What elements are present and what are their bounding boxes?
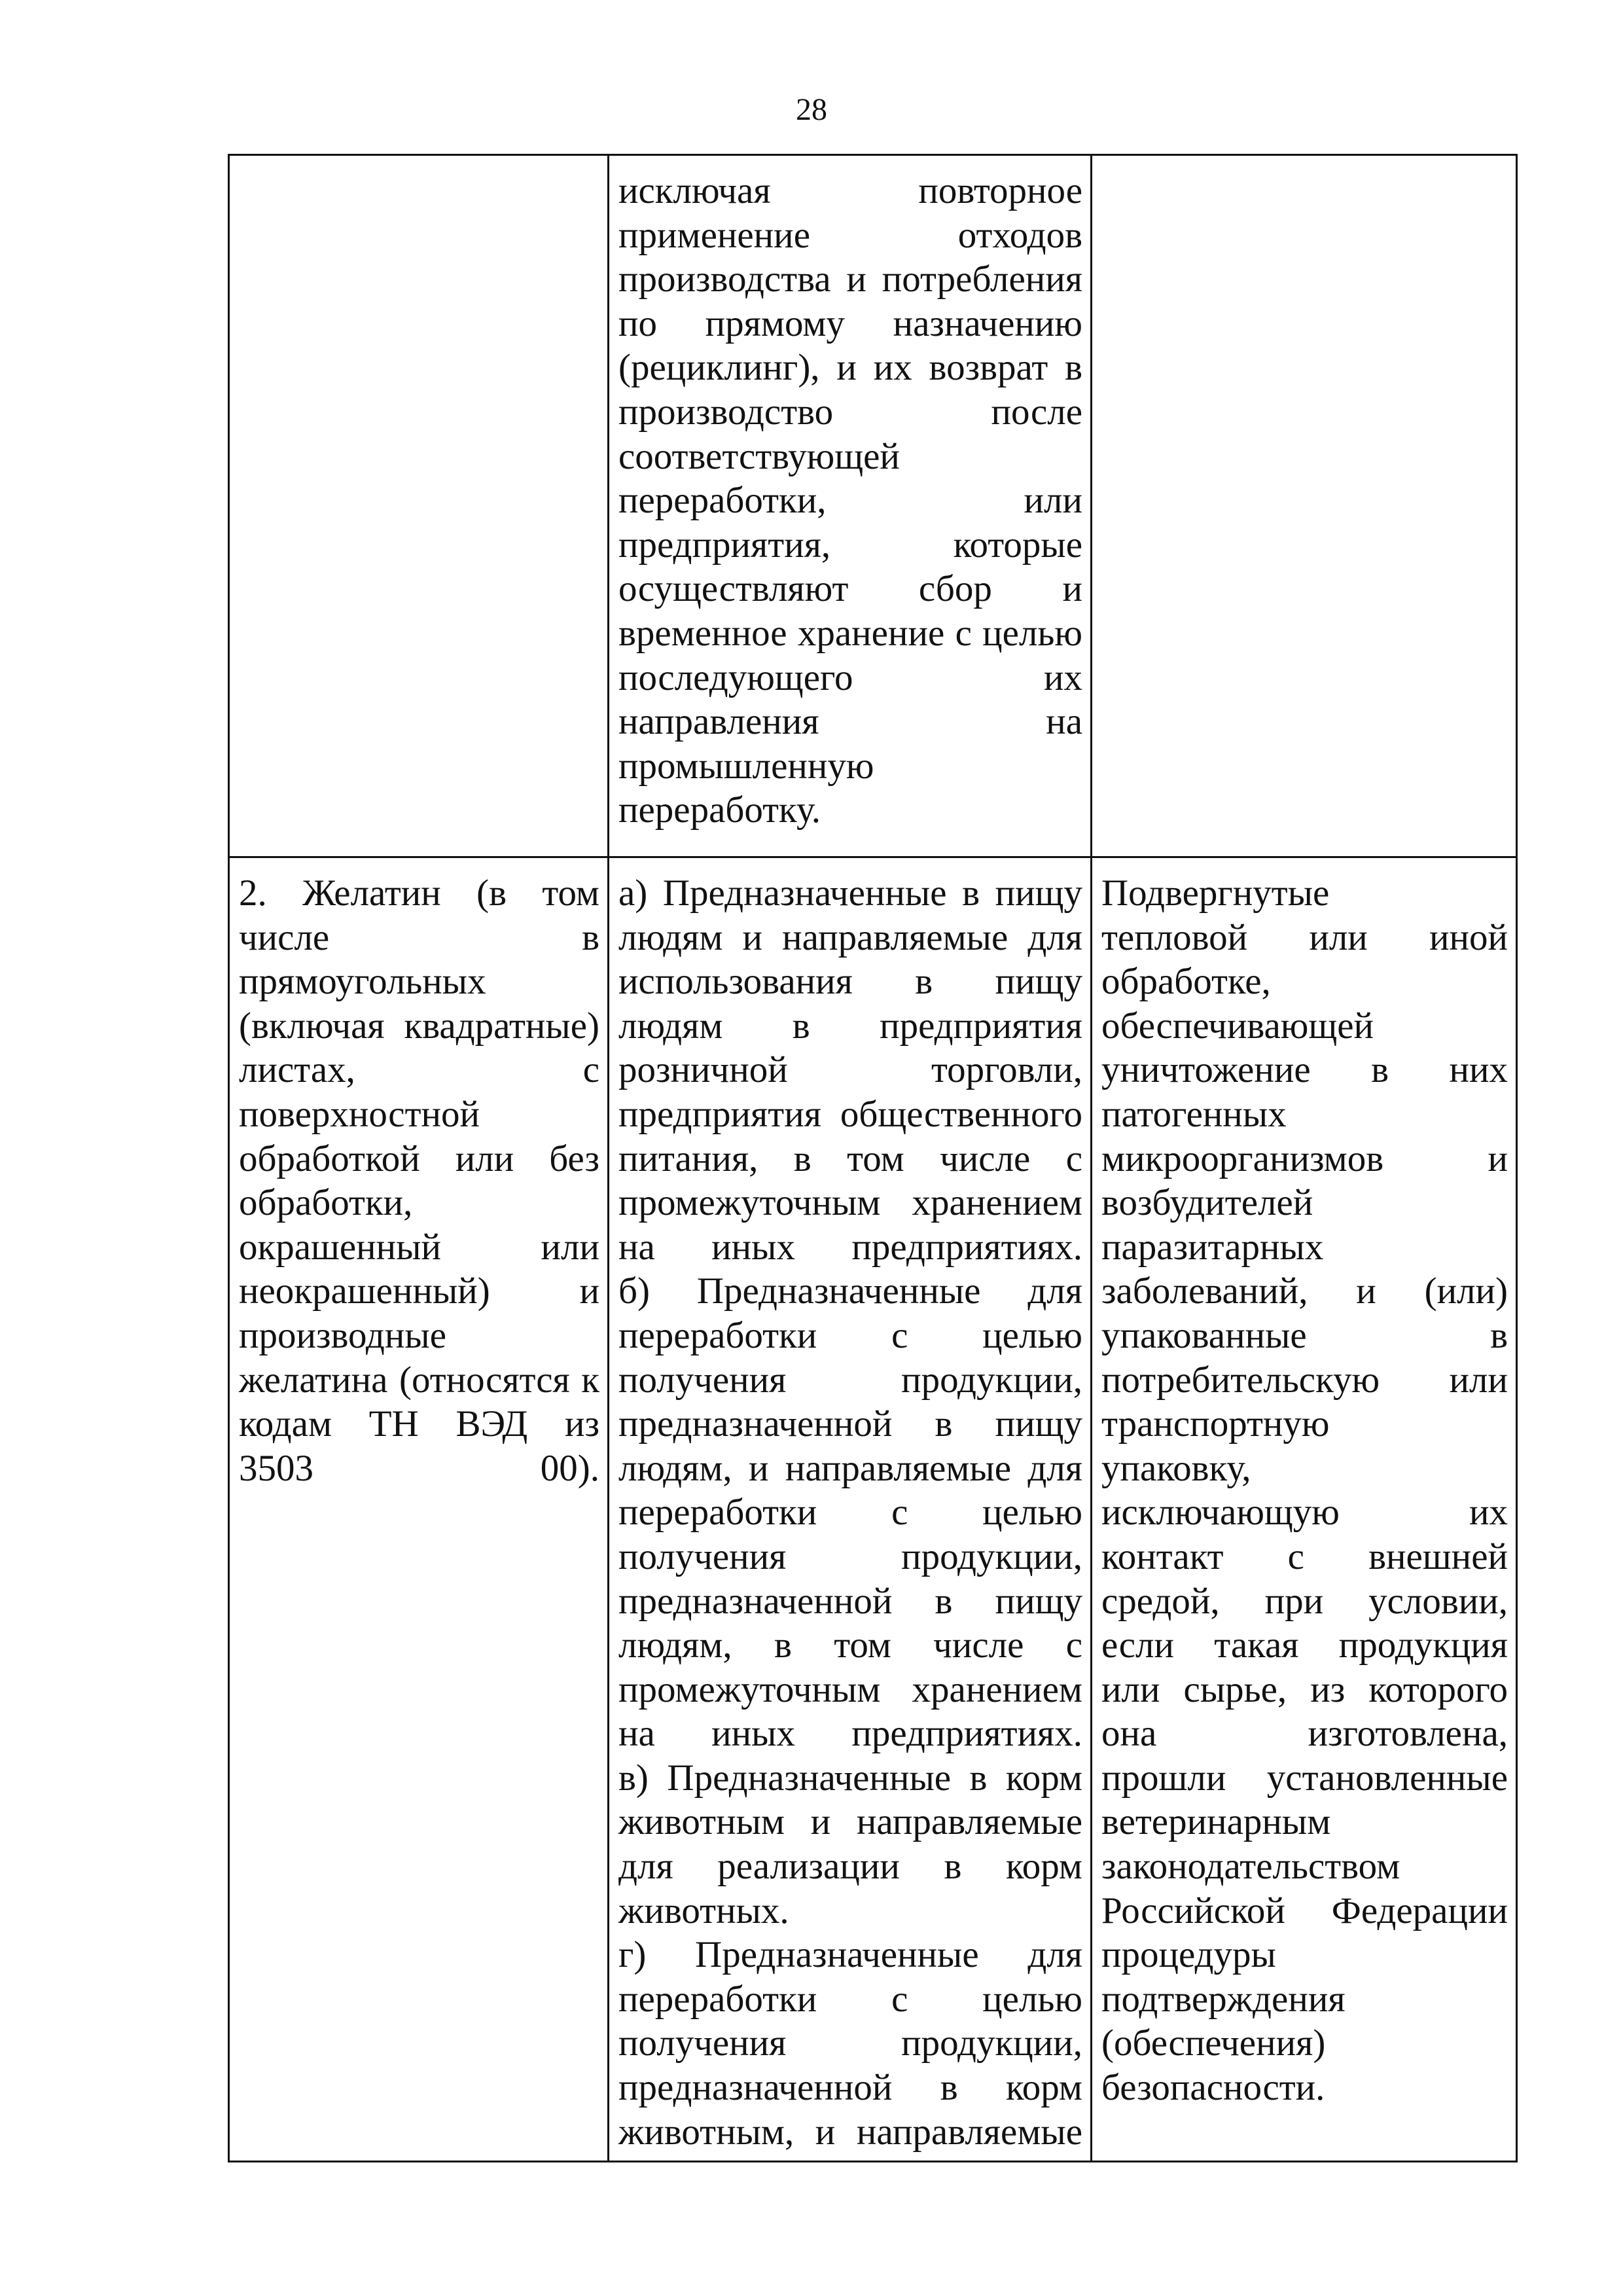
text-line: упаковку, xyxy=(1101,1447,1251,1489)
text-line: законодательством xyxy=(1101,1846,1400,1888)
text-line: (включая квадратные) xyxy=(239,1005,599,1047)
text-line: промежуточным хранением xyxy=(618,1182,1082,1224)
text-line: транспортную xyxy=(1101,1403,1330,1445)
text-line: поверхностной xyxy=(239,1093,480,1135)
text-line: прямоугольных xyxy=(239,961,486,1003)
text-line: производство после xyxy=(618,391,1082,433)
text-line: переработки с целью xyxy=(618,1492,1082,1534)
text-line: исключая повторное xyxy=(618,170,1082,211)
table-cell-r1c2 xyxy=(609,155,1092,857)
text-line: животным, и направляемые xyxy=(618,2111,1082,2153)
text-line: людям, в том числе с xyxy=(618,1624,1082,1666)
text-line: обработки, xyxy=(239,1182,413,1224)
text-line: средой, при условии, xyxy=(1101,1580,1508,1622)
text-line: патогенных xyxy=(1101,1093,1287,1135)
text-line: (рециклинг), и их возврат в xyxy=(618,347,1082,389)
text-line: питания, в том числе с xyxy=(618,1138,1082,1179)
text-line: прошли установленные xyxy=(1101,1757,1508,1799)
text-line: переработки, или xyxy=(618,480,1082,522)
text-line: заболеваний, и (или) xyxy=(1101,1270,1508,1312)
text-line: 3503 00). xyxy=(239,1447,599,1489)
text-line: по прямому назначению xyxy=(618,302,1082,344)
text-line: предприятия общественного xyxy=(618,1093,1082,1135)
text-line: обработке, xyxy=(1101,961,1271,1003)
text-line: переработку. xyxy=(618,789,821,831)
text-line: животным и направляемые xyxy=(618,1801,1082,1843)
text-line: (обеспечения) xyxy=(1101,2022,1326,2064)
text-line: листах, с xyxy=(239,1049,599,1091)
text-line: производства и потребления xyxy=(618,259,1082,300)
table-cell-r2c1 xyxy=(229,857,609,2162)
text-line: переработки с целью xyxy=(618,1978,1082,2020)
text-line: контакт с внешней xyxy=(1101,1535,1508,1577)
page-number: 28 xyxy=(796,92,827,127)
text-line: людям, и направляемые для xyxy=(618,1447,1082,1489)
text-line: кодам ТН ВЭД из xyxy=(239,1403,599,1445)
text-line: тепловой или иной xyxy=(1101,916,1508,958)
text-line: микроорганизмов и xyxy=(1101,1138,1508,1179)
text-line: желатина (относятся к xyxy=(239,1359,599,1401)
text-line: последующего их xyxy=(618,656,1082,698)
text-line: промышленную xyxy=(618,745,874,787)
text-line: предназначенной в пищу xyxy=(618,1403,1082,1445)
text-line: паразитарных xyxy=(1101,1226,1324,1268)
text-line: а) Предназначенные в пищу xyxy=(618,872,1082,914)
text-line: производные xyxy=(239,1314,447,1356)
text-line: в) Предназначенные в корм xyxy=(618,1757,1082,1799)
table-cell-r2c2 xyxy=(609,857,1092,2162)
text-line: на иных предприятиях. xyxy=(618,1226,1082,1268)
table-row xyxy=(229,857,1517,2162)
text-line: для реализации в корм xyxy=(618,1846,1082,1888)
text-line: подтверждения xyxy=(1101,1978,1346,2020)
text-line: на иных предприятиях. xyxy=(618,1713,1082,1755)
text-line: получения продукции, xyxy=(618,1535,1082,1577)
text-line: числе в xyxy=(239,916,599,958)
text-line: неокрашенный) и xyxy=(239,1270,599,1312)
text-line: получения продукции, xyxy=(618,2022,1082,2064)
text-line: ветеринарным xyxy=(1101,1801,1331,1843)
text-line: предприятия, которые xyxy=(618,524,1082,565)
text-line: применение отходов xyxy=(618,214,1082,256)
table-row xyxy=(229,155,1517,857)
text-line: соответствующей xyxy=(618,435,900,477)
text-line: переработки с целью xyxy=(618,1314,1082,1356)
text-line: если такая продукция xyxy=(1101,1624,1508,1666)
text-line: обработкой или без xyxy=(239,1138,599,1179)
text-line: 2. Желатин (в том xyxy=(239,872,599,914)
text-line: упакованные в xyxy=(1101,1314,1508,1356)
text-line: Подвергнутые xyxy=(1101,872,1330,914)
text-line: промежуточным хранением xyxy=(618,1668,1082,1710)
text-line: уничтожение в них xyxy=(1101,1049,1508,1091)
text-line: людям в предприятия xyxy=(618,1005,1082,1047)
text-line: людям и направляемые для xyxy=(618,916,1082,958)
text-line: получения продукции, xyxy=(618,1359,1082,1401)
text-line: она изготовлена, xyxy=(1101,1713,1508,1755)
text-line: розничной торговли, xyxy=(618,1049,1082,1091)
text-line: исключающую их xyxy=(1101,1492,1508,1534)
text-line: окрашенный или xyxy=(239,1226,599,1268)
text-line: осуществляют сбор и xyxy=(618,568,1082,610)
text-line: временное хранение с целью xyxy=(618,612,1082,654)
document-table xyxy=(228,154,1518,2162)
text-line: обеспечивающей xyxy=(1101,1005,1374,1047)
text-line: предназначенной в пищу xyxy=(618,1580,1082,1622)
text-line: животных. xyxy=(618,1890,789,1931)
text-line: потребительскую или xyxy=(1101,1359,1508,1401)
text-line: б) Предназначенные для xyxy=(618,1270,1082,1312)
text-line: предназначенной в корм xyxy=(618,2067,1082,2109)
text-line: безопасности. xyxy=(1101,2067,1325,2109)
table-cell-r1c3 xyxy=(1092,155,1517,857)
text-line: Российской Федерации xyxy=(1101,1890,1508,1931)
text-line: г) Предназначенные для xyxy=(618,1934,1082,1976)
text-line: использования в пищу xyxy=(618,961,1082,1003)
table-cell-r2c3 xyxy=(1092,857,1517,2162)
text-line: или сырье, из которого xyxy=(1101,1668,1508,1710)
text-line: направления на xyxy=(618,701,1082,743)
table-cell-r1c1 xyxy=(229,155,609,857)
text-line: процедуры xyxy=(1101,1934,1276,1976)
text-line: возбудителей xyxy=(1101,1182,1313,1224)
